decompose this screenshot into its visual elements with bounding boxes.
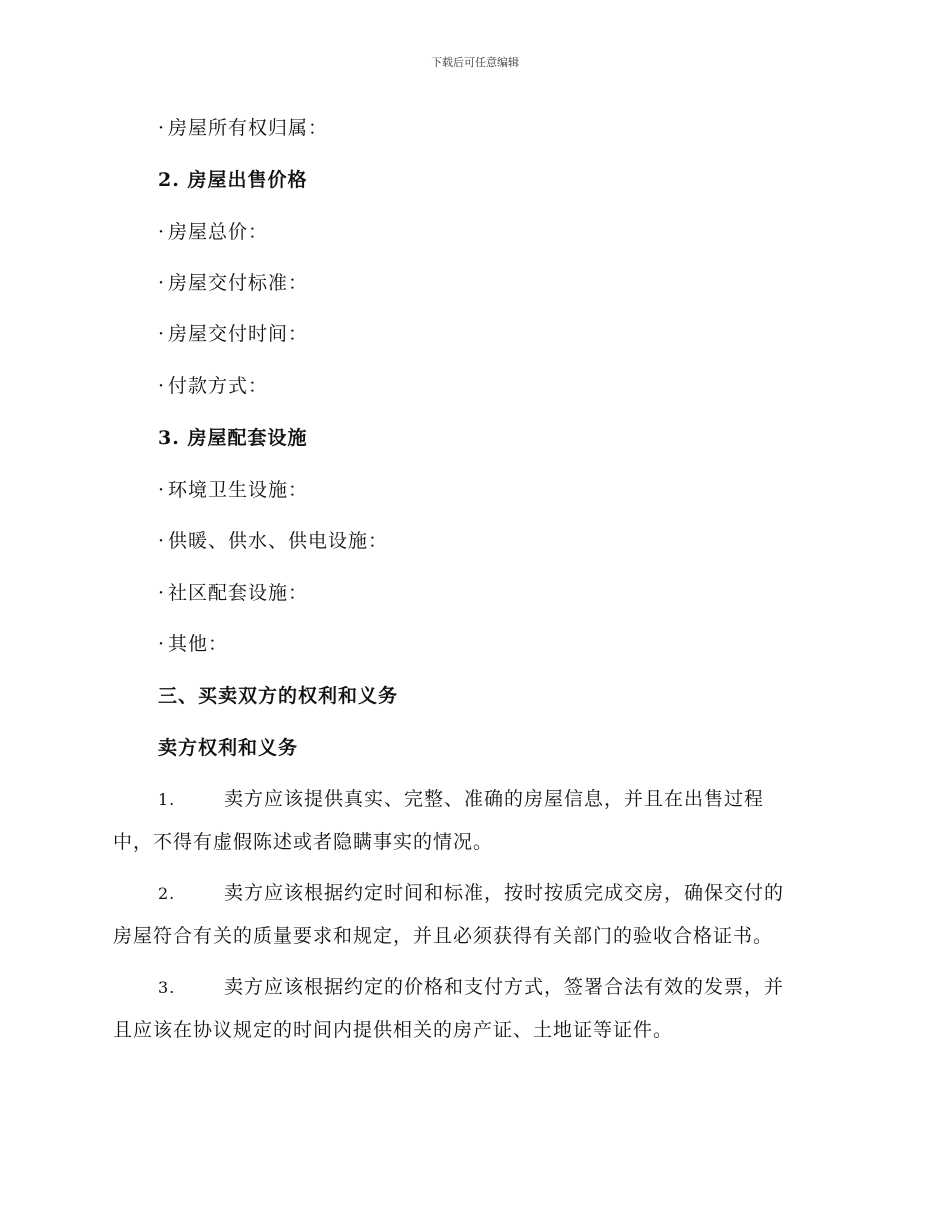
paragraph-first-line <box>113 872 833 915</box>
paragraph-second-line: 中，不得有虚假陈述或者隐瞒事实的情况。 <box>113 831 494 853</box>
bullet-delivery-time <box>158 322 308 346</box>
paragraph-second-line: 房屋符合有关的质量要求和规定，并且必须获得有关部门的验收合格证书。 <box>113 925 774 947</box>
section-heading-rights: 三、买卖双方的权利和义务 <box>158 685 399 707</box>
bullet-text: 付款方式： <box>168 375 269 397</box>
bullet-text: 社区配套设施： <box>168 582 309 604</box>
bullet-text: 房屋总价： <box>168 221 269 243</box>
bullet-utilities <box>158 529 388 553</box>
bullet-other <box>158 632 228 656</box>
bullet-text: 供暖、供水、供电设施： <box>168 530 389 552</box>
paragraph-number: 2. <box>158 884 176 903</box>
bullet-text: 房屋交付时间： <box>168 323 309 345</box>
bullet-dot: · <box>158 221 166 243</box>
bullet-text: 其他： <box>168 633 229 655</box>
section-heading-price: 2. 房屋出售价格 <box>158 169 308 191</box>
bullet-dot: · <box>158 582 166 604</box>
bullet-delivery-standard <box>158 271 308 295</box>
bullet-dot: · <box>158 633 166 655</box>
header-note: 下载后可任意编辑 <box>431 56 519 69</box>
bullet-text: 房屋交付标准： <box>168 272 309 294</box>
paragraph-1 <box>113 778 833 863</box>
bullet-dot: · <box>158 479 166 501</box>
bullet-text: 环境卫生设施： <box>168 479 309 501</box>
paragraph-3 <box>113 966 833 1051</box>
paragraph-first-line <box>113 966 833 1009</box>
bullet-dot: · <box>158 117 166 139</box>
paragraph-text: 卖方应该根据约定的价格和支付方式，签署合法有效的发票，并 <box>224 976 785 998</box>
paragraph-number: 3. <box>158 978 176 997</box>
paragraph-first-line <box>113 778 833 821</box>
bullet-community <box>158 581 308 605</box>
paragraph-2 <box>113 872 833 957</box>
bullet-text: 房屋所有权归属： <box>168 117 329 139</box>
subheading-seller-rights: 卖方权利和义务 <box>158 737 299 759</box>
bullet-total-price <box>158 220 268 244</box>
bullet-dot: · <box>158 375 166 397</box>
bullet-dot: · <box>158 530 166 552</box>
paragraph-text: 卖方应该根据约定时间和标准，按时按质完成交房，确保交付的 <box>224 882 785 904</box>
bullet-payment-method <box>158 374 268 398</box>
bullet-dot: · <box>158 323 166 345</box>
bullet-ownership <box>158 116 328 140</box>
paragraph-second-line: 且应该在协议规定的时间内提供相关的房产证、土地证等证件。 <box>113 1019 674 1041</box>
section-heading-facilities: 3. 房屋配套设施 <box>158 427 308 449</box>
bullet-dot: · <box>158 272 166 294</box>
bullet-sanitation <box>158 478 308 502</box>
paragraph-text: 卖方应该提供真实、完整、准确的房屋信息，并且在出售过程 <box>224 788 765 810</box>
paragraph-number: 1. <box>158 790 176 809</box>
